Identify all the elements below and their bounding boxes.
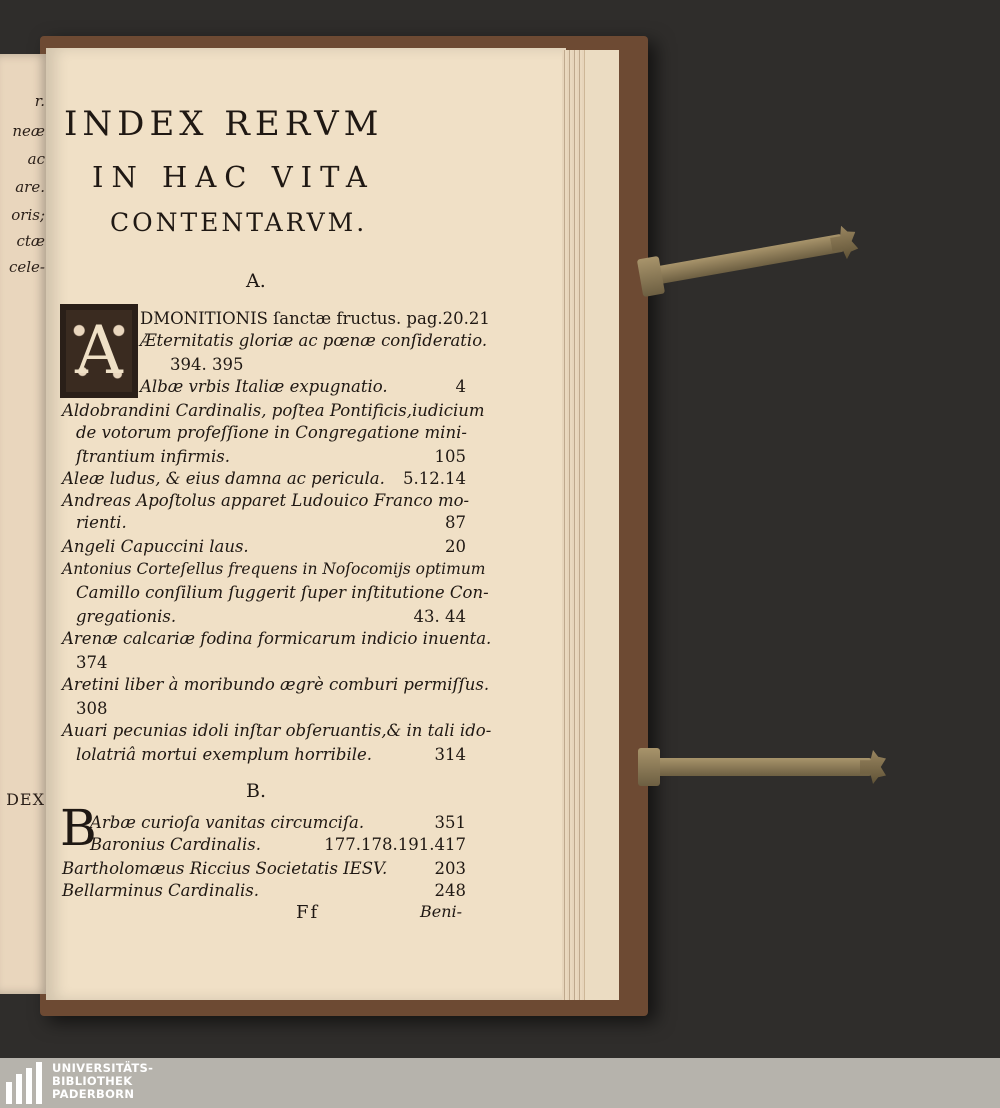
index-entry: Antonius Corteſellus frequens in Noſocomijs optimum xyxy=(62,560,486,578)
lower-clasp xyxy=(646,758,872,776)
index-entry: Baronius Cardinalis. 177.178.191.417 xyxy=(90,835,466,854)
page-ref: 105 xyxy=(434,447,466,466)
endpaper xyxy=(584,50,619,1000)
index-entry: lolatriâ mortui exemplum horribile. 314 xyxy=(76,745,466,764)
page-ref: 203 xyxy=(434,859,466,878)
index-entry: Aldobrandini Cardinalis, poſtea Pontificis,iudicium xyxy=(62,401,485,420)
index-entry: Aleæ ludus, & eius damna ac pericula. 5.12.14 xyxy=(62,469,466,488)
signature-mark: Ff xyxy=(296,902,320,923)
index-entry: Arbæ curioſa vanitas circumciſa. 351 xyxy=(90,813,466,832)
page-ref: 4 xyxy=(455,377,466,396)
initial-b: B xyxy=(60,799,97,857)
index-entry: gregationis. 43. 44 xyxy=(76,607,466,626)
index-entry: Bellarminus Cardinalis. 248 xyxy=(62,881,466,900)
left-page-edge xyxy=(0,54,48,994)
section-letter-a: A. xyxy=(246,270,266,292)
index-entry: 374 xyxy=(76,653,108,672)
page-ref: 87 xyxy=(445,513,466,532)
page-ref: 177.178.191.417 xyxy=(324,835,466,854)
decorated-initial-a: A xyxy=(60,304,138,398)
index-entry: DMONITIONIS ſanctæ fructus. pag.20.21 xyxy=(140,309,490,328)
index-title-line1: INDEX RERVM xyxy=(64,104,384,144)
section-letter-b: B. xyxy=(246,780,267,802)
index-entry: Auari pecunias idoli inſtar obſeruantis,& in tali ido- xyxy=(62,721,492,740)
left-fragment: ac xyxy=(27,150,45,168)
index-title-line3: CONTENTARVM. xyxy=(110,208,368,237)
page-ref: 248 xyxy=(434,881,466,900)
index-entry: de votorum profeſſione in Congregatione mini- xyxy=(76,423,467,442)
index-entry: Bartholomæus Riccius Societatis IESV. 203 xyxy=(62,859,466,878)
index-entry: Arenæ calcariæ fodina formicarum indicio inuenta. xyxy=(62,629,492,648)
index-entry: 394. 395 xyxy=(170,355,244,374)
left-fragment: cele- xyxy=(8,258,45,276)
left-fragment: ctæ xyxy=(16,232,45,250)
page-ref: 5.12.14 xyxy=(403,469,466,488)
left-fragment: oris; xyxy=(11,206,45,224)
index-entry: Æternitatis gloriæ ac pœnæ conſideratio. xyxy=(140,331,488,350)
index-entry: Aretini liber à moribundo ægrè comburi permiſſus. xyxy=(62,675,490,694)
index-entry: Albæ vrbis Italiæ expugnatio. 4 xyxy=(140,377,466,396)
library-footer-bar xyxy=(0,1058,1000,1108)
index-entry: Angeli Capuccini laus. 20 xyxy=(62,537,466,556)
left-fragment: neæ xyxy=(12,122,45,140)
page-ref: 314 xyxy=(434,745,466,764)
left-fragment: are. xyxy=(15,178,45,196)
left-fragment: DEX xyxy=(6,790,45,809)
index-title-line2: IN HAC VITA xyxy=(92,160,375,194)
index-entry: 308 xyxy=(76,699,108,718)
index-entry: Andreas Apoſtolus apparet Ludouico Franco mo- xyxy=(62,491,470,510)
index-entry: ſtrantium infirmis. 105 xyxy=(76,447,466,466)
index-entry: rienti. 87 xyxy=(76,513,466,532)
page-ref: 351 xyxy=(434,813,466,832)
page-ref: 20 xyxy=(445,537,466,556)
catchword: Beni- xyxy=(420,902,463,921)
library-logo-icon xyxy=(6,1062,46,1104)
page-ref: 43. 44 xyxy=(413,607,466,626)
library-logo-text: UNIVERSITÄTS- BIBLIOTHEK PADERBORN xyxy=(52,1061,154,1101)
page-edges xyxy=(562,50,586,1000)
left-fragment: r. xyxy=(34,92,45,110)
index-entry: Camillo conſilium ſuggerit ſuper inſtitutione Con- xyxy=(76,583,489,602)
upper-clasp xyxy=(646,234,844,286)
